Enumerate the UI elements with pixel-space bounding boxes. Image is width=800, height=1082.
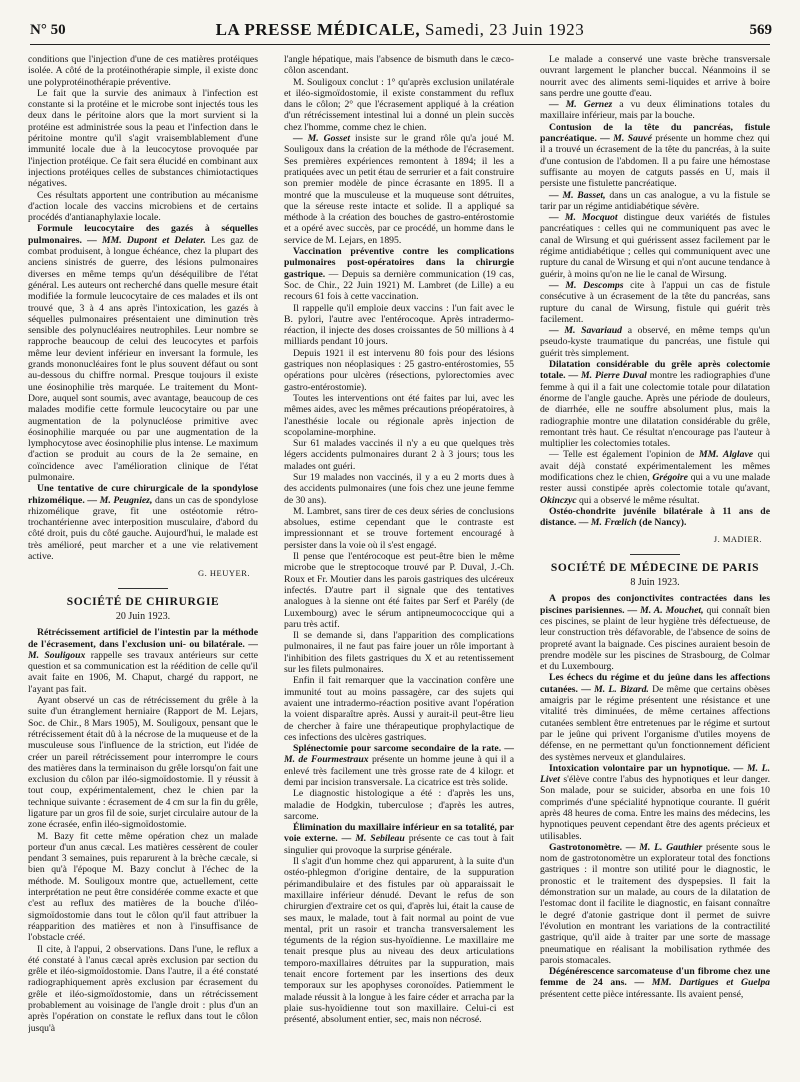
- article-leucocytaire: [28, 223, 258, 483]
- article-text: rappelle ses travaux antérieurs sur cette question et sa communication est la réédition de celle qu'il avait faite en 1906, M. Chaput, chargé du rapport, ne l'ayant pas fait.: [28, 649, 258, 695]
- paragraph: Il se demande si, dans l'apparition des complications pulmonaires, il ne faut pas faire jouer un rôle important à l'inhibition des filets gastriques du X et au retentissement sur les filets pulmonaires.: [284, 630, 514, 676]
- paragraph: Sur 61 malades vaccinés il n'y a eu que quelques très légers accidents pulmonaires durant 2 à 3 jours; tous les malades ont guéri.: [284, 438, 514, 472]
- paragraph: [540, 212, 770, 280]
- article-author: — M. L. Livet: [540, 762, 770, 786]
- issue-date: Samedi, 23 Juin 1923: [425, 20, 585, 39]
- signature: J. MADIER.: [713, 534, 762, 545]
- article-title: Contusion de la tête du pancréas, fistule pancréatique.: [540, 121, 770, 145]
- article-osteochondrite: [540, 506, 770, 529]
- article-vaccination: [284, 246, 514, 302]
- section-date: 20 Juin 1923.: [115, 610, 171, 622]
- article-author: — M. Gosset: [293, 133, 351, 145]
- article-author: — M. Pierre Duval: [568, 370, 647, 382]
- section-heading: SOCIÉTÉ DE MÉDECINE DE PARIS: [550, 561, 760, 574]
- article-title: Gastrotonomètre.: [549, 841, 623, 853]
- article-author: MM. Alglave: [699, 449, 754, 461]
- article-author: — M. Mocquot: [549, 212, 618, 224]
- article-author: — M. Frœlich: [578, 517, 637, 529]
- paragraph: [540, 325, 770, 359]
- paragraph: Toutes les interventions ont été faites par lui, avec les mêmes aides, avec les mêmes précautions préopératoires, à l'anesthésie locale ou régionale après injection de scopolamine-morphine.: [284, 392, 514, 438]
- paragraph: [540, 280, 770, 325]
- article-gastrotonometre: [540, 842, 770, 966]
- paragraph: [284, 133, 514, 246]
- article-text: qui connaît bien ces piscines, se plaint de leur hygiène très défectueuse, de leur construction très défavorable, de l'absence de soins de propreté avant la baignade. Ces piscines auraient besoin de prendre modèle sur les piscines de Strasbourg, de Colmar et du Luxembourg.: [540, 604, 770, 673]
- column-3: [540, 54, 770, 1076]
- article-intoxication: [540, 763, 770, 842]
- section-date: 8 Juin 1923.: [630, 577, 680, 589]
- paragraph: Depuis 1921 il est intervenu 80 fois pour des lésions gastriques non néoplasiques : 25 gastro-entérostomies, 55 opérations pour ulcères (résections, pylorectomies avec gastro-entérostomie).: [284, 347, 514, 393]
- article-dilatation: [540, 359, 770, 449]
- article-author: — M. Sauvé: [600, 133, 652, 145]
- paragraph: Le fait que la survie des animaux à l'infection est constante si la protéine et le microbe sont injectés tous les deux dans le péritoine alors que la mort survient si la protéine est administrée sous la peau et l'infection dans le péritoine montre qu'il s'agit vraisemblablement d'une immunité locale due à la leucocytose provoquée par l'injection protéique. Ce fait sera élucidé en combinant aux injections protéiques celles de substances chimiotactiques négatives.: [28, 87, 258, 190]
- article-regime: [540, 672, 770, 762]
- issue-number: N° 50: [30, 22, 66, 38]
- article-author: — M. L. Gauthier: [625, 841, 703, 853]
- article-title: Vaccination préventive contre les complications pulmonaires post-opératoires dans la chirurgie gastrique.: [284, 246, 514, 280]
- paragraph: Enfin il fait remarquer que la vaccination confère une immunité tout au moins passagère, car des sujets qui avaient une intradermo-réaction positive avant l'opération la voient disparaître après. Aussi y aurait-il peut-être lieu de chercher à faire une thérapeutique prophylactique de ces infections des ulcères gastriques.: [284, 675, 514, 743]
- journal-masthead: [16, 20, 784, 40]
- article-text: Les gaz de combat produisent, à longue échéance, chez la plupart des anciens sinistrés de guerre, des lésions pulmonaires diverses en même temps qu'un déséquilibre de l'état général. Les auteurs ont recherché dans quelle mesure était modifiée la formule leucocytaire de ces malades et ils ont trouvé que, 3 à 4 ans après l'intoxication, les gazés à séquelles pulmonaires présentaient une diminution très sensible des polynucléaires neutrophiles. Leur nombre se rapproche beaucoup de celui des leucocytes et parfois même leur devient inférieur en inversant la formule, les grands mononucléaires font le plus souvent défaut ou sont au-dessous du chiffre normal. Presque toujours il existe une éosinophilie très marquée. Le traitement du Mont-Dore, auquel sont soumis, avec avantage, beaucoup de ces malades modifie cette formule leucocytaire ou par une augmentation de la polynucléose primitive avec éosinophilie marquée ou par une augmentation de la lymphocytose avec éosinophilie plus intense. Le maximum d'action se produit au cours de la 2e semaine, en coïncidence avec l'amélioration clinique de l'état pulmonaire.: [28, 234, 258, 483]
- paragraph: M. Lambret, sans tirer de ces deux séries de conclusions absolues, estime cependant que le contraste est impressionnant et se trouve fortement encouragé à persister dans la voie où il s'est engagé.: [284, 505, 514, 551]
- signature: G. HEUYER.: [198, 568, 250, 579]
- journal-title: LA PRESSE MÉDICALE,: [215, 20, 421, 39]
- paragraph: [540, 190, 770, 213]
- article-text: (de Nancy).: [639, 517, 687, 529]
- section-divider: [630, 554, 680, 555]
- article-title: Une tentative de cure chirurgicale de la spondylose rhizomélique.: [28, 483, 258, 506]
- article-author: — MM. Dartigues et Guelpa: [634, 977, 770, 989]
- article-author: Grégoire: [652, 471, 688, 483]
- paragraph: Il cite, à l'appui, 2 observations. Dans l'une, le reflux a été constaté à l'anus cæcal après exclusion par section du grêle et iléo-sigmoïdostomie. Dans l'autre, il a été constaté radiographiquement après exclusion par écrasement du grêle et iléo-sigmoïdostomie, dans un rétrécissement probablement au voisinage de l'angle droit : plus d'un an après l'opération on constate le reflux dans tout le côlon jusqu'à: [28, 943, 258, 1034]
- article-text: qui a vu une malade rester aussi constipée après colectomie totale qu'avant,: [540, 471, 770, 495]
- article-text: — Depuis sa dernière communication (19 cas, Soc. de Chir., 22 Juin 1921) M. Lambret (de Lille) a eu recours 61 fois à cette vaccination.: [284, 268, 514, 303]
- article-title: Splénectomie pour sarcome secondaire de la rate.: [293, 743, 502, 755]
- paragraph: l'angle hépatique, mais l'absence de bismuth dans le cæco-côlon ascendant.: [284, 54, 514, 77]
- article-splenectomie: [284, 743, 514, 788]
- article-author: — M. A. Mouchet,: [627, 604, 704, 616]
- article-text: a vu deux éliminations totales du maxillaire inférieur, mais par la bouche.: [540, 99, 770, 122]
- section-divider: [118, 588, 168, 589]
- article-text: présente un homme chez qui il a trouvé un écrasement de la tête du pancréas, à la suite d'une contusion de l'abdomen. Il a pu faire une hémostase suffisante au moyen de catguts passés en U, mais il persiste une fistulette pancréatique.: [540, 133, 770, 190]
- article-text: a observé, en même temps qu'un pseudo-kyste traumatique du pancréas, une fistule qui guérit très simplement.: [540, 325, 770, 359]
- article-title: Ostéo-chondrite juvénile bilatérale à 11 ans de distance.: [540, 505, 770, 529]
- page-header: [16, 14, 784, 42]
- section-heading: SOCIÉTÉ DE CHIRURGIE: [66, 595, 220, 608]
- article-text: qui a observé le même résultat.: [579, 494, 700, 506]
- article-author: — M. Descomps: [549, 279, 624, 291]
- article-author: — M. Basset,: [549, 189, 606, 201]
- article-text: — Telle est également l'opinion de: [549, 449, 695, 461]
- article-title: Dilatation considérable du grêle après colectomie totale.: [540, 359, 770, 382]
- paragraph: Le malade a conservé une vaste brèche transversale ouvrant largement le plancher buccal. Néanmoins il se nourrit avec des aliments semi-liquides et arrive à boire sans perdre une goutte d'eau.: [540, 54, 770, 99]
- article-title: Formule leucocytaire des gazés à séquelles pulmonaires.: [28, 223, 258, 246]
- article-title: Dégénérescence sarcomateuse d'un fibrome chez une femme de 24 ans.: [540, 966, 770, 989]
- article-pancreas: [540, 122, 770, 190]
- article-spondylose: [28, 483, 258, 562]
- article-text: présente sous le nom de gastrotonomètre un explorateur total des fonctions gastriques : il montre son utilité pour le diagnostic, le pronostic et le traitement des dyspepsies. Il fait la démonstration sur un malade, au cours de la dilatation de l'estomac dont il facilite le diagnostic, en faisant connaître le degré d'atonie gastrique dont il permet de suivre l'évolution en montrant les variations de la contractilité gastrique, qu'il aide à traiter par une sorte de massage pneumatique en réalisant la mobilisation rythmée des parois stomacales.: [540, 841, 770, 966]
- article-author: — M. Savariaud: [549, 325, 622, 337]
- article-text: s'élève contre l'abus des hypnotiques et leur danger. Son malade, pour se suicider, absorba en une fois 10 comprimés d'une spécialité hypnotique courante. Il guérit après 48 heures de coma. Entre les mains des médecins, les hypnotiques peuvent cependant être des agents précieux et utilisables.: [540, 774, 770, 842]
- article-title: Élimination du maxillaire inférieur en sa totalité, par voie externe.: [284, 822, 514, 845]
- article-degenerescence: [540, 966, 770, 1000]
- column-1: [28, 54, 258, 1076]
- article-text: dans un cas de spondylose rhizomélique grave, fit une ostéotomie rétro-trochantérienne avec interposition musculaire, d'abord du côté droit, puis du côté gauche. Aujourd'hui, le malade est très amélioré, peut marcher et a une vie relativement active.: [28, 494, 258, 563]
- article-title: Les échecs du régime et du jeûne dans les affections cutanées.: [540, 672, 770, 695]
- paragraph: Le diagnostic histologique a été : d'après les uns, maladie de Hodgkin, tuberculose ; d'après les autres, sarcome.: [284, 788, 514, 822]
- article-title: A propos des conjonctivites contractées dans les piscines parisiennes.: [540, 593, 770, 616]
- paragraph: Sur 19 malades non vaccinés, il y a eu 2 morts dues à des accidents pulmonaires (une fois chez une jeune femme de 30 ans).: [284, 471, 514, 506]
- article-author: — M. Sebileau: [341, 833, 405, 845]
- paragraph: Ces résultats apportent une contribution au mécanisme d'action locale des vaccins microbiens et de certains procédés d'antianaphylaxie locale.: [28, 189, 258, 224]
- article-author: — M. Peugniez,: [87, 494, 153, 506]
- article-author: — M. de Fourmestraux: [284, 743, 514, 766]
- article-title: Intoxication volontaire par un hypnotique.: [549, 762, 730, 774]
- article-retrecissement: [28, 627, 258, 695]
- article-title: Rétrécissement artificiel de l'intestin par la méthode de l'écrasement, dans l'exclusion uni- ou bilatérale.: [28, 627, 258, 650]
- paragraph: M. Bazy fit cette même opération chez un malade porteur d'un anus cæcal. Les matières cessèrent de couler pendant 3 semaines, puis reparurent à la brèche cæcale, si bien qu'à l'époque M. Bazy conclut à l'échec de la méthode. M. Souligoux montre que, actuellement, cette interprétation ne peut être considérée comme exacte et que c'est au reflux des matières de la bouche d'iléo-sigmoïdostomie dans tout le côlon qu'il faut attribuer la réapparition des matières et non à l'insuffisance de l'obstacle créé.: [28, 830, 258, 944]
- article-author: — M. Souligoux: [28, 638, 258, 661]
- paragraph: Ayant observé un cas de rétrécissement du grêle à la suite d'un étranglement herniaire (Rapport de M. Lejars, Soc. de Chir., 8 Mars 1905), M. Souligoux, pensant que le rétrécissement était dû à la nécrose de la muqueuse et de la musculeuse sous l'influence de la striction, eut l'idée de créer un pareil rétrécissement pour interrompre le cours des matières dans la terminaison du grêle lorsqu'on fait une exclusion du côlon par iléo-sigmoïdostomie. Il y réussit à tout coup, expérimentalement, chez le chien par la technique suivante : écrasement de 4 cm sur la fin du grêle, ligature par un gros fil de soie, surjet circulaire autour de la zone écrasée, enfin iléo-sigmoïdostomie.: [28, 695, 258, 831]
- article-text: De même que certains obèses amaigris par le régime présentent une résistance et une vitalité très diminuées, de même certaines affections cutanées semblent être entretenues par le régime et surtout par le jeûne qui privent l'organisme d'utiles moyens de défense, en ne permettant qu'un fonctionnement déficient des systèmes nerveux et glandulaires.: [540, 683, 770, 763]
- article-conjonctivites: [540, 593, 770, 672]
- paragraph: [540, 99, 770, 122]
- article-author: — M. Gernez: [549, 99, 613, 111]
- article-author: — MM. Dupont et Delater.: [87, 234, 206, 246]
- article-maxillaire: [284, 822, 514, 856]
- paragraph: [540, 449, 770, 505]
- article-text: distingue deux variétés de fistules pancréatiques : celles qui ne communiquent pas avec le canal de Wirsung et qui guérissent assez facilement par le régime antidiabétique ; celles qui communiquent avec une rupture du canal de Wirsung et qui n'ont aucune tendance à guérir, à moins qu'on ne lie le canal de Wirsung.: [540, 212, 770, 280]
- paragraph: M. Souligoux conclut : 1° qu'après exclusion unilatérale et iléo-sigmoïdostomie, il existe constamment du reflux dans le côlon; 2° que l'écrasement appliqué à la création d'un rétrécissement intestinal lui a donné un plein succès chez l'homme, comme chez le chien.: [284, 76, 514, 133]
- paragraph: Il rappelle qu'il emploie deux vaccins : l'un fait avec le B. pylori, l'autre avec l'entérocoque. Après intradermo-réaction, il injecte des doses croissantes de 50 millions à 4 milliards pendant 10 jours.: [284, 302, 514, 348]
- article-author: Okinczyc: [540, 494, 577, 506]
- article-text: qui avait déjà constaté expérimentalement les mêmes modifications chez le chien,: [540, 449, 770, 483]
- paragraph: Il s'agit d'un homme chez qui apparurent, à la suite d'un ostéo-phlegmon d'origine dentaire, de la suppuration périmandibulaire et des fistules par où apparaissait le maxillaire inférieur dénudé. Devant le refus de son chirurgien d'extraire cet os qui, d'après lui, était la cause de ses maux, le malade, tout à fait normal au point de vue mental, prit un rasoir et trancha transversalement les téguments de la région sus-hyoïdienne. Le maxillaire me tenait presque plus au niveau des deux articulations temporo-maxillaires détruites par la suppuration, mais tenait encore fortement par les insertions des deux temporaux sur les apophyses coronoïdes. Patiemment le malade réussit à la longue à les faire céder et arracha par la plaie sus-hyoïdienne tout son maxillaire. Celui-ci est présenté, absolument entier, sec, mais non nécrosé.: [284, 856, 514, 1026]
- page-number: 569: [749, 22, 772, 38]
- article-author: — M. L. Bizard.: [581, 683, 649, 695]
- header-rule: [30, 44, 770, 45]
- article-text: présente ce cas tout à fait singulier qui provoque la surprise générale.: [284, 833, 514, 856]
- column-2: [284, 54, 514, 1076]
- paragraph: Il pense que l'entérocoque est peut-être bien le même microbe que le streptocoque trouvé par P. Duval, J.-Ch. Roux et Fr. Moutier dans les parois gastriques des ulcéreux infectés. D'autre part il signale que des tentatives analogues à la sienne ont été faites par Serf et Parély (de Luxembourg) avec le sérum antipneumococcique qui a paru très actif.: [284, 551, 514, 630]
- article-text: cite à l'appui un cas de fistule consécutive à un écrasement de la tête du pancréas, sans rupture du canal de Wirsung, fistule qui guérit très facilement.: [540, 279, 770, 325]
- article-text: présentent cette pièce intéressante. Ils avaient pensé,: [540, 988, 744, 1000]
- article-text: présente un homme jeune à qui il a enlevé très facilement une très grosse rate de 4 kilogr. et demi par incision transversale. La cicatrice est très solide.: [284, 754, 514, 788]
- paragraph: conditions que l'injection d'une de ces matières protéiques isolée. A côté de la protéinothérapie simple, il existe donc une polyprotéinothérapie préventive.: [28, 54, 258, 88]
- article-text: insiste sur le grand rôle qu'a joué M. Souligoux dans la création de la méthode de l'écrasement. Ses premières expériences remontent à 1894; il les a pratiquées avec un petit étau de serrurier et a fait construire son premier modèle de pince écrasante en 1895. Il a montré que la musculeuse et la muqueuse sont détruites, que la séreuse reste intacte et solide. Il a appliqué sa méthode à la création des bouches de gastro-entérostomie et a opéré avec succès, par ce procédé, un homme dans le service de M. Lejars, en 1895.: [284, 133, 514, 246]
- article-text: dans un cas analogue, a vu la fistule se tarir par un régime antidiabétique sévère.: [540, 189, 770, 212]
- article-text: montre les radiographies d'une femme à qui il a fait une colectomie totale pour dilatation énorme de l'angle gauche. Après une période de douleurs, de diarrhée, elle ne souffre absolument plus, mais la radiographie montre une dilatation considérable du grêle, remontant très haut. Ce résultat n'encourage pas l'auteur à multiplier les colectomies totales.: [540, 370, 770, 450]
